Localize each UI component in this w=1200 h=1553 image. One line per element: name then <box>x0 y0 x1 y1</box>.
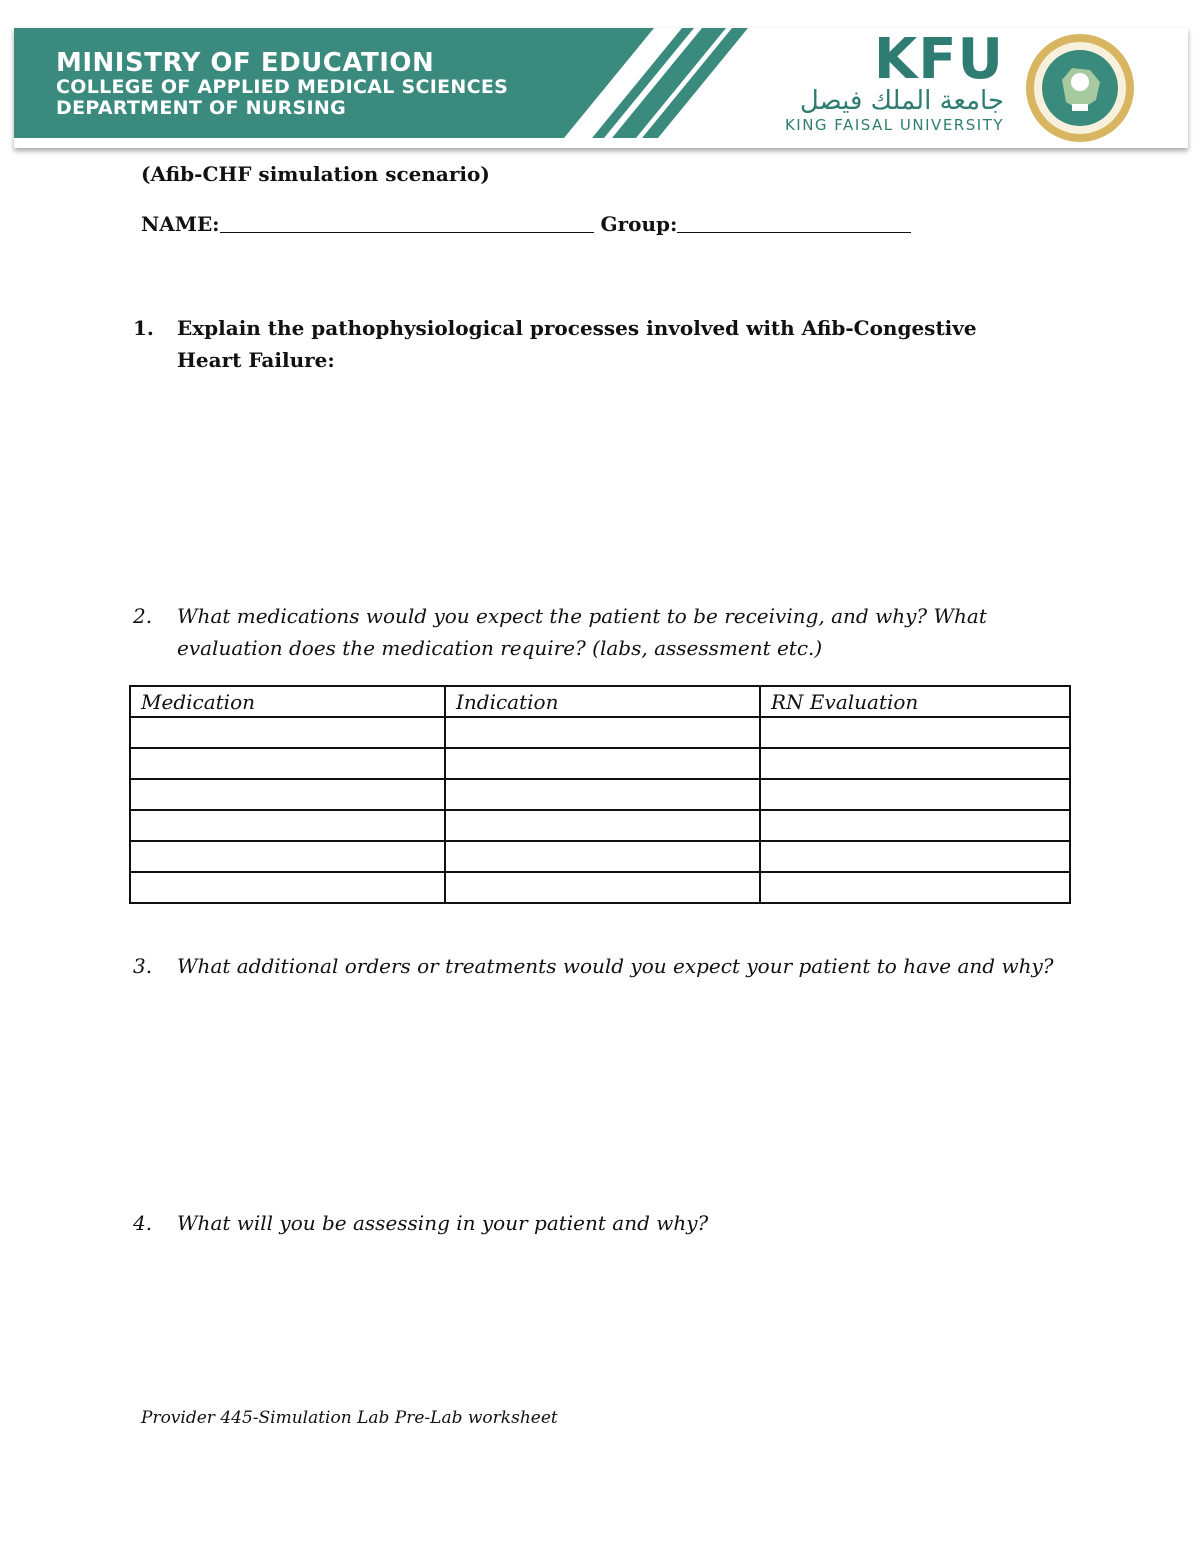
kfu-arabic-name: جامعة الملك فيصل <box>799 86 1004 116</box>
column-header-rn-evaluation: RN Evaluation <box>760 686 1070 717</box>
table-row <box>130 841 1070 872</box>
ministry-title: MINISTRY OF EDUCATION <box>56 48 435 78</box>
scenario-title: (Afib-CHF simulation scenario) <box>141 162 490 186</box>
table-row <box>130 810 1070 841</box>
table-cell[interactable] <box>760 841 1070 872</box>
table-header-row <box>130 686 1070 717</box>
kfu-english-name: KING FAISAL UNIVERSITY <box>784 116 1004 134</box>
table-cell[interactable] <box>760 872 1070 903</box>
column-header-indication: Indication <box>445 686 760 717</box>
column-header-medication: Medication <box>130 686 445 717</box>
question-number: 1. <box>133 316 154 340</box>
table-row <box>130 717 1070 748</box>
table-cell[interactable] <box>760 810 1070 841</box>
group-blank-line[interactable] <box>677 231 911 233</box>
question-text: Explain the pathophysiological processes involved with Afib-Congestive Heart Failure: <box>177 316 977 372</box>
table-cell[interactable] <box>445 748 760 779</box>
table-cell[interactable] <box>760 717 1070 748</box>
university-seal-icon <box>1010 30 1150 146</box>
table-cell[interactable] <box>130 779 445 810</box>
header-banner <box>14 28 1188 148</box>
department-title: DEPARTMENT OF NURSING <box>56 97 346 119</box>
table-cell[interactable] <box>445 810 760 841</box>
group-label: Group: <box>600 212 678 236</box>
table-row <box>130 779 1070 810</box>
question-text: What medications would you expect the patient to be receiving, and why? What evaluation does the medication require? (labs, assessment etc.) <box>177 604 987 660</box>
table-row <box>130 748 1070 779</box>
table-cell[interactable] <box>760 779 1070 810</box>
table-cell[interactable] <box>130 841 445 872</box>
table-cell[interactable] <box>130 810 445 841</box>
name-blank-line[interactable] <box>220 231 594 233</box>
table-cell[interactable] <box>445 872 760 903</box>
table-cell[interactable] <box>445 717 760 748</box>
table-cell[interactable] <box>760 748 1070 779</box>
table-cell[interactable] <box>130 748 445 779</box>
page-footer: Provider 445-Simulation Lab Pre-Lab worksheet <box>141 1408 558 1428</box>
table-cell[interactable] <box>445 841 760 872</box>
ministry-heading <box>56 50 508 118</box>
question-number: 2. <box>133 604 153 628</box>
college-title: COLLEGE OF APPLIED MEDICAL SCIENCES <box>56 76 509 98</box>
name-group-row <box>141 212 911 236</box>
question-number: 4. <box>133 1211 153 1235</box>
question-text: What will you be assessing in your patient and why? <box>177 1211 709 1235</box>
table-cell[interactable] <box>445 779 760 810</box>
kfu-wordmark: KFU <box>873 27 1004 92</box>
kfu-logo <box>772 27 1004 144</box>
question-number: 3. <box>133 954 153 978</box>
table-cell[interactable] <box>130 717 445 748</box>
table-row <box>130 872 1070 903</box>
table-cell[interactable] <box>130 872 445 903</box>
medication-table <box>129 685 1071 904</box>
name-label: NAME: <box>141 212 220 236</box>
question-text: What additional orders or treatments would you expect your patient to have and why? <box>177 954 1054 978</box>
